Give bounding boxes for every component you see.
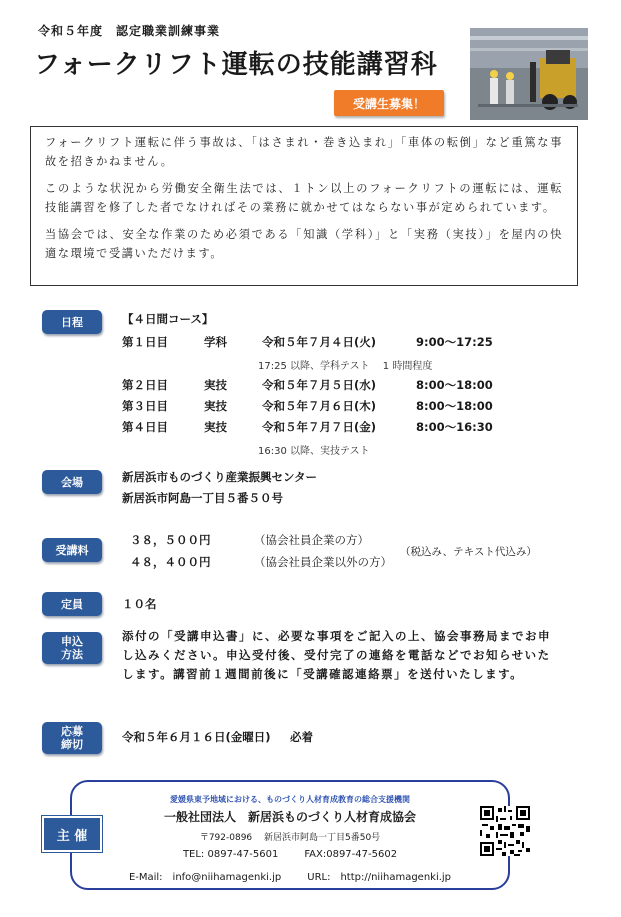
intro-paragraph-2: このような状況から労働安全衛生法では、１トン以上のフォークリフトの運転には、運転技能講習を修了した者でなければその業務に就かせてはならない事が定められています。	[45, 182, 563, 214]
venue-name: 新居浜市ものづくり産業振興センター	[122, 470, 318, 484]
page-title: フォークリフト運転の技能講習科	[34, 50, 438, 80]
intro-paragraph-3: 当協会では、安全な作業のため必須である「知識（学科）」と「実務（実技）」を屋内の快適な環境で受講いただけます。	[45, 228, 563, 260]
application-method-text: 添付の「受講申込書」に、必要な事項をご記入の上、協会事務局までお申し込みください。申込受付後、受付完了の連絡を電話などでお知らせいたします。講習前１週間前後に「受講確認連絡票」を送付いたします。	[122, 629, 551, 681]
schedule-row	[122, 419, 493, 435]
date: 令和５年７月７日(金)	[262, 420, 377, 434]
schedule-note-practical-test: 16:30 以降、実技テスト	[258, 446, 370, 457]
label-line: 応募	[61, 725, 83, 738]
day: 第２日目	[122, 378, 168, 392]
time: 9:00〜17:25	[416, 335, 493, 349]
application-method-label	[42, 632, 102, 664]
deadline-date: 令和５年６月１６日(金曜日)	[122, 730, 271, 744]
session-type: 実技	[204, 420, 227, 434]
organizer-tagline: 愛媛県東予地域における、ものづくり人材育成教育の総合支援機関	[170, 795, 410, 804]
label-line: 方法	[61, 648, 83, 661]
session-type: 実技	[204, 399, 227, 413]
organizer-contact-web	[70, 868, 510, 883]
deadline-label	[42, 722, 102, 754]
schedule-note-written-test: 17:25 以降、学科テスト 1 時間程度	[258, 361, 433, 372]
organizer-phone-fax	[70, 849, 510, 860]
forklift-training-photo	[470, 28, 588, 120]
fee-nonmember-price: ４８，４００円	[130, 555, 211, 569]
website-link[interactable]: URL: http://niihamagenki.jp	[307, 872, 452, 883]
day: 第３日目	[122, 399, 168, 413]
intro-paragraph-1: フォークリフト運転に伴う事故は、「はさまれ・巻き込まれ」「車体の転倒」など重篤な事故を招きかねません。	[45, 136, 563, 168]
qr-code-icon[interactable]	[480, 806, 530, 856]
day: 第４日目	[122, 420, 168, 434]
recruit-badge: 受講生募集！	[334, 90, 444, 116]
fee-member-price: ３８，５００円	[130, 533, 211, 547]
fee-member-note: （協会社員企業の方）	[254, 533, 369, 547]
course-type: 【４日間コース】	[122, 312, 214, 326]
capacity-value: １０名	[122, 597, 157, 611]
fee-nonmember-note: （協会社員企業以外の方）	[254, 555, 392, 569]
fee-label: 受講料	[42, 538, 102, 562]
schedule-row	[122, 334, 493, 350]
time: 8:00〜18:00	[416, 399, 493, 413]
intro-box	[30, 126, 578, 286]
fee-tax-note: （税込み、テキスト代込み）	[400, 546, 537, 558]
organizer-name: 一般社団法人 新居浜ものづくり人材育成協会	[163, 810, 416, 824]
schedule-row	[122, 398, 493, 414]
header-subtitle: 令和５年度 認定職業訓練事業	[38, 24, 221, 38]
time: 8:00〜18:00	[416, 378, 493, 392]
schedule-row	[122, 377, 493, 393]
venue-label: 会場	[42, 470, 102, 494]
day: 第１日目	[122, 335, 168, 349]
organizer-tel: TEL: 0897-47-5601	[182, 849, 279, 860]
label-line: 申込	[61, 635, 83, 648]
venue-address: 新居浜市阿島一丁目５番５０号	[122, 491, 283, 505]
date: 令和５年７月４日(火)	[262, 335, 377, 349]
session-type: 学科	[204, 335, 227, 349]
organizer-fax: FAX:0897-47-5602	[304, 849, 398, 860]
deadline-suffix: 必着	[290, 730, 313, 744]
organizer-postal-address: 〒792-0896 新居浜市阿島一丁目5番50号	[199, 833, 381, 843]
email-link[interactable]: E-Mail: info@niihamagenki.jp	[128, 872, 282, 883]
label-line: 締切	[61, 738, 83, 751]
date: 令和５年７月６日(木)	[262, 399, 377, 413]
schedule-label: 日程	[42, 310, 102, 334]
host-label: 主 催	[42, 816, 102, 852]
date: 令和５年７月５日(水)	[262, 378, 377, 392]
time: 8:00〜16:30	[416, 420, 493, 434]
session-type: 実技	[204, 378, 227, 392]
capacity-label: 定員	[42, 592, 102, 616]
